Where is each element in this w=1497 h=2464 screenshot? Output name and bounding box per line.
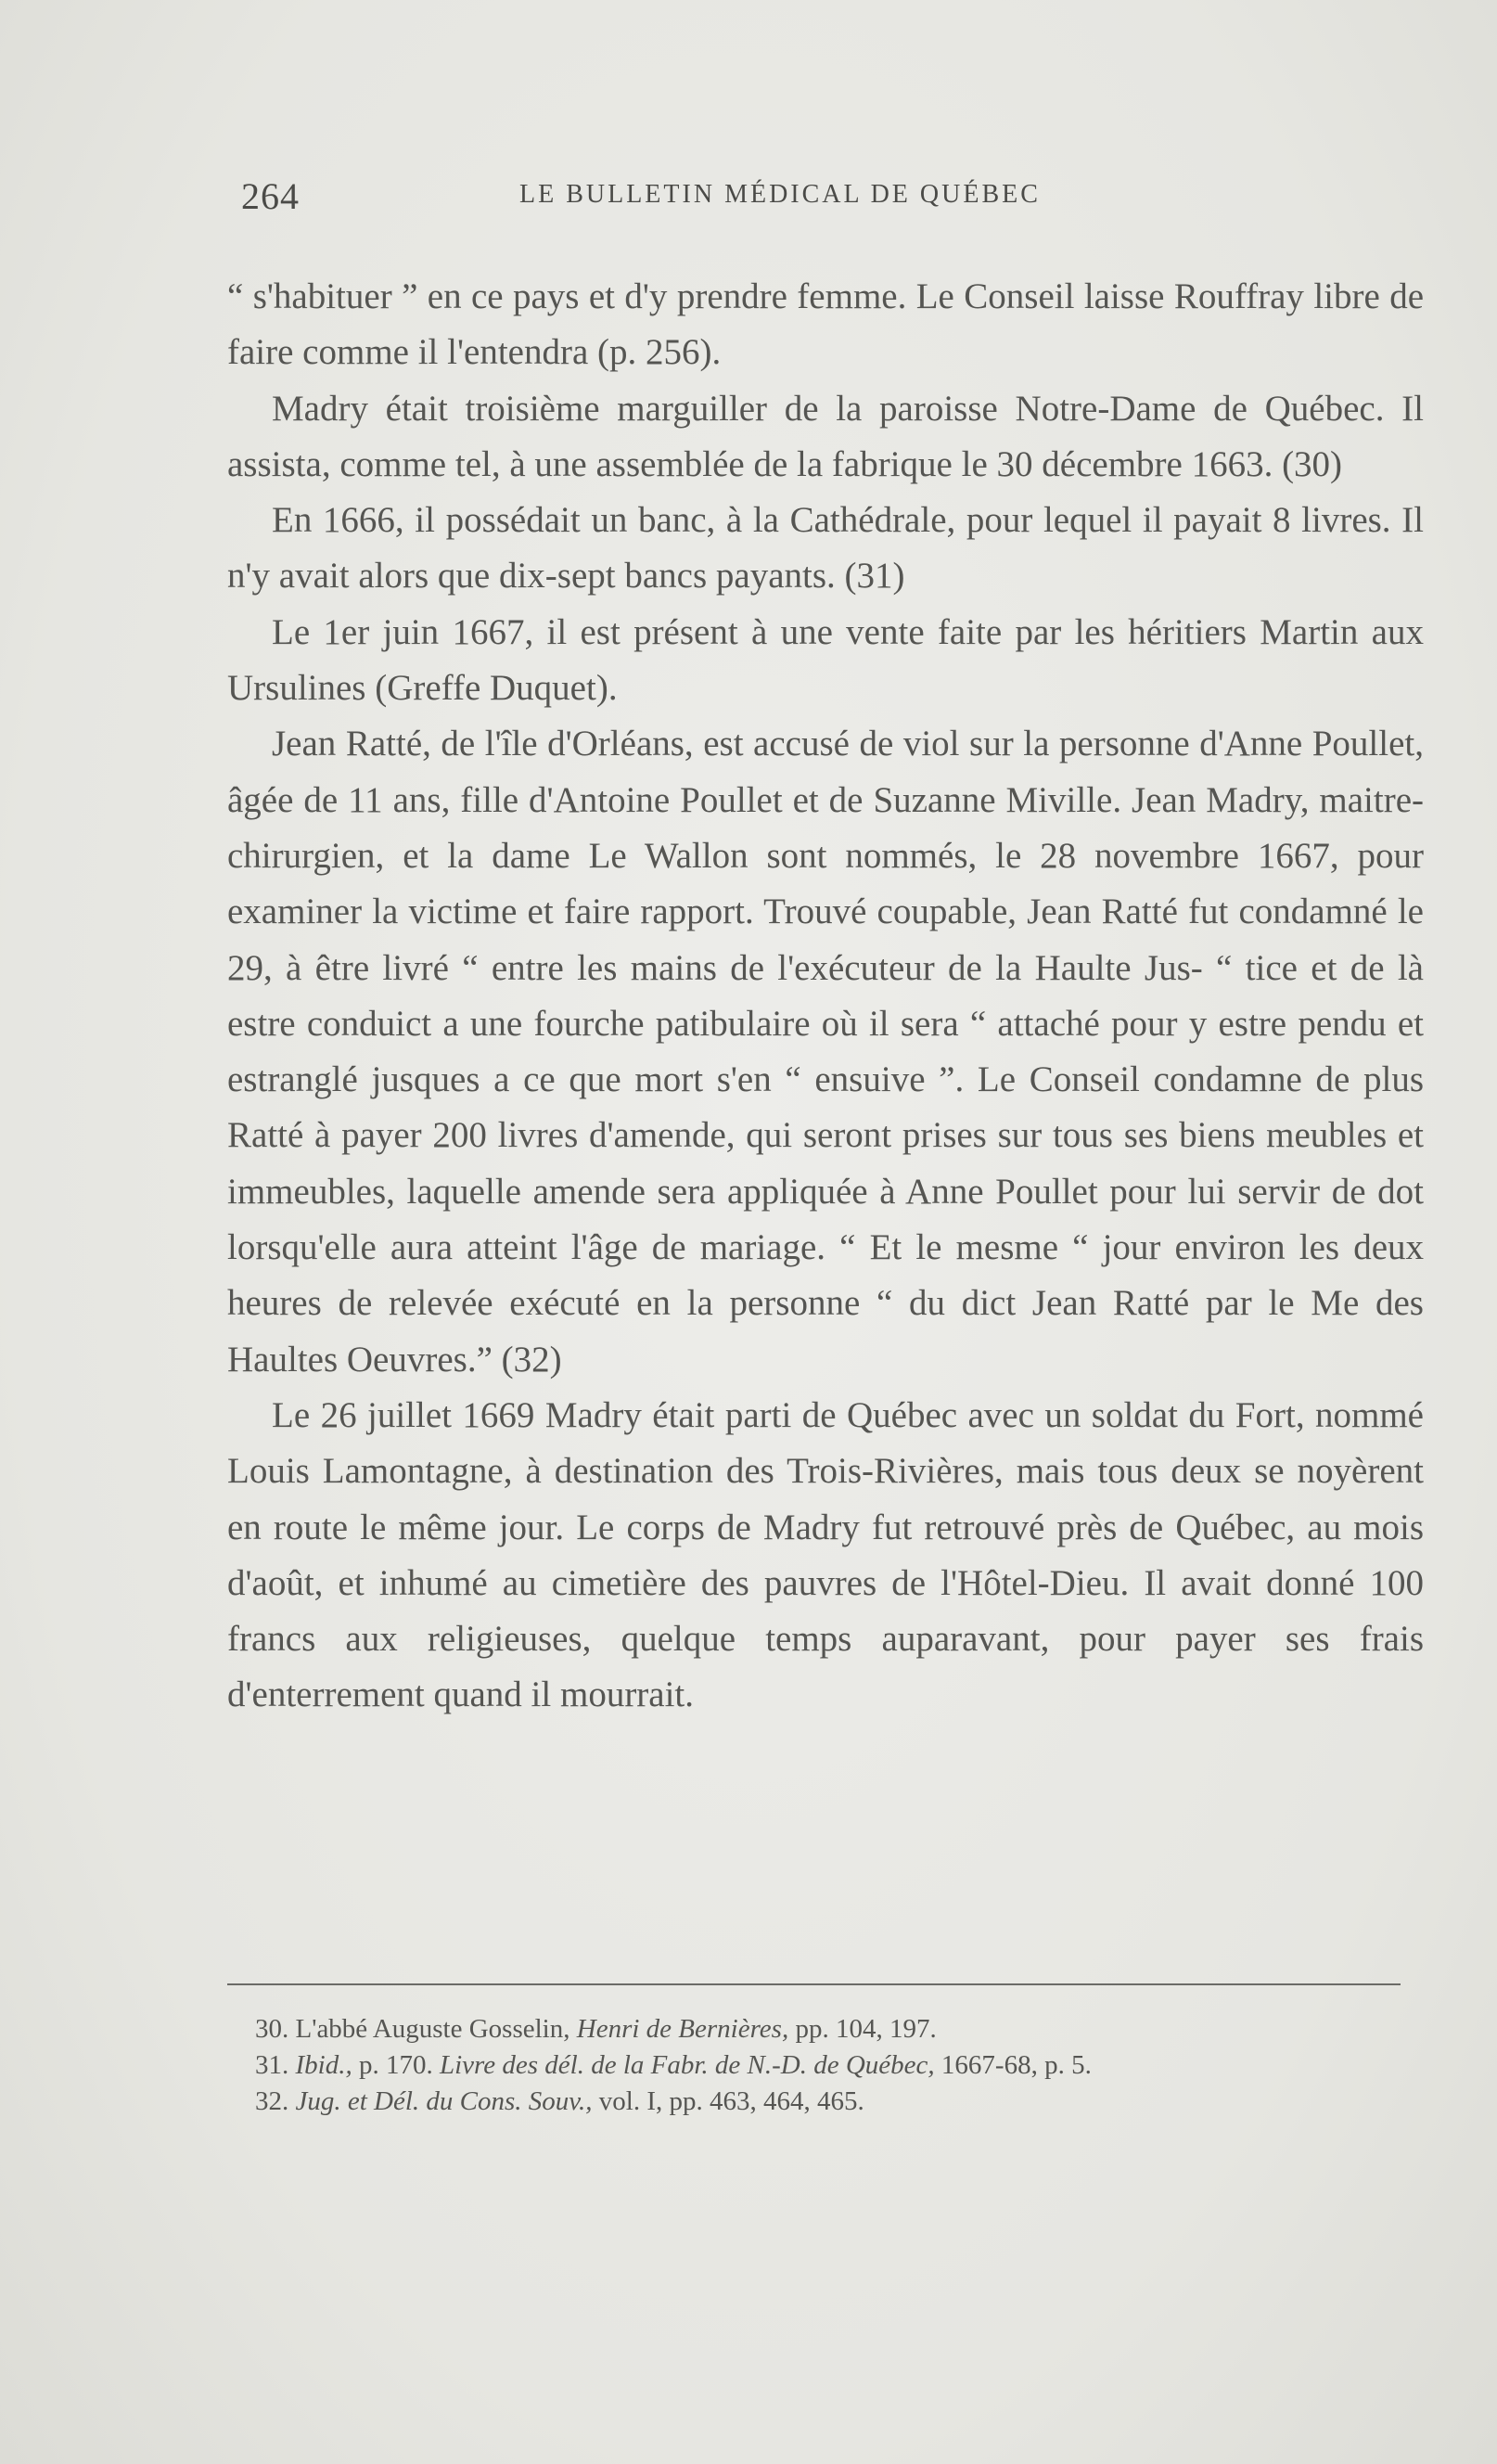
footnotes xyxy=(255,2011,1424,2120)
footnote-text: L'abbé Auguste Gosselin, xyxy=(295,2014,570,2044)
footnote-31 xyxy=(255,2047,1424,2084)
footnote-title: Jug. et Dél. du Cons. Souv., xyxy=(295,2086,593,2116)
paragraph: En 1666, il possédait un banc, à la Cathédrale, pour lequel il payait 8 livres. Il n'y avait alors que dix-sept bancs payants. (31) xyxy=(227,500,1424,597)
footnote-title: Ibid., xyxy=(295,2050,352,2080)
paragraph: “ s'habituer ” en ce pays et d'y prendre femme. Le Conseil laisse Rouffray libre de faire comme il l'entendra (p. 256). xyxy=(227,276,1424,373)
footnote-title: Henri de Bernières, xyxy=(576,2014,789,2044)
page-number: 264 xyxy=(241,175,300,217)
journal-title: LE BULLETIN MÉDICAL DE QUÉBEC xyxy=(519,180,1041,209)
footnote-title: Livre des dél. de la Fabr. de N.-D. de Québec, xyxy=(439,2050,935,2080)
paragraph: Le 1er juin 1667, il est présent à une vente faite par les héritiers Martin aux Ursulines (Greffe Duquet). xyxy=(227,611,1424,709)
footnote-ref: 1667-68, p. 5. xyxy=(940,2050,1092,2080)
footnote-ref: p. 170. xyxy=(358,2050,433,2080)
paragraph: Le 26 juillet 1669 Madry était parti de Québec avec un soldat du Fort, nommé Louis Lamontagne, à destination des Trois-Rivières, mais tous deux se noyèrent en route le même jour. Le corps de Madry fut retrouvé près de Québec, au mois d'août, et inhumé au cimetière des pauvres de l'Hôtel-Dieu. Il avait donné 100 francs aux religieuses, quelque temps auparavant, pour payer ses frais d'enterrement quand il mourrait. xyxy=(227,1394,1424,1715)
body-text xyxy=(227,269,1424,1724)
footnote-ref: vol. I, pp. 463, 464, 465. xyxy=(598,2086,864,2116)
footnote-32 xyxy=(255,2084,1424,2120)
footnote-30 xyxy=(255,2011,1424,2047)
footnote-number: 32. xyxy=(255,2086,289,2116)
footnote-rule xyxy=(227,1983,1401,1985)
paragraph: Jean Ratté, de l'île d'Orléans, est accusé de viol sur la personne d'Anne Poullet, âgée de 11 ans, fille d'Antoine Poullet et de Suzanne Miville. Jean Madry, maitre-chirurgien, et la dame Le Wallon sont nommés, le 28 novembre 1667, pour examiner la victime et faire rapport. Trouvé coupable, Jean Ratté fut condamné le 29, à être livré “ entre les mains de l'exécuteur de la Haulte Jus- “ tice et de là estre conduict a une fourche patibulaire où il sera “ attaché pour y estre pendu et estranglé jusques a ce que mort s'en “ ensuive ”. Le Conseil condamne de plus Ratté à payer 200 livres d'amende, qui seront prises sur tous ses biens meubles et immeubles, laquelle amende sera appliquée à Anne Poullet pour lui servir de dot lorsqu'elle aura atteint l'âge de mariage. “ Et le mesme “ jour environ les deux heures de relevée exécuté en la personne “ du dict Jean Ratté par le Me des Haultes Oeuvres.” (32) xyxy=(227,724,1424,1380)
running-head xyxy=(241,174,1169,221)
footnote-number: 30. xyxy=(255,2014,289,2044)
paragraph: Madry était troisième marguiller de la paroisse Notre-Dame de Québec. Il assista, comme tel, à une assemblée de la fabrique le 30 décembre 1663. (30) xyxy=(227,388,1424,484)
footnote-ref: pp. 104, 197. xyxy=(795,2014,937,2044)
footnote-number: 31. xyxy=(255,2050,289,2080)
